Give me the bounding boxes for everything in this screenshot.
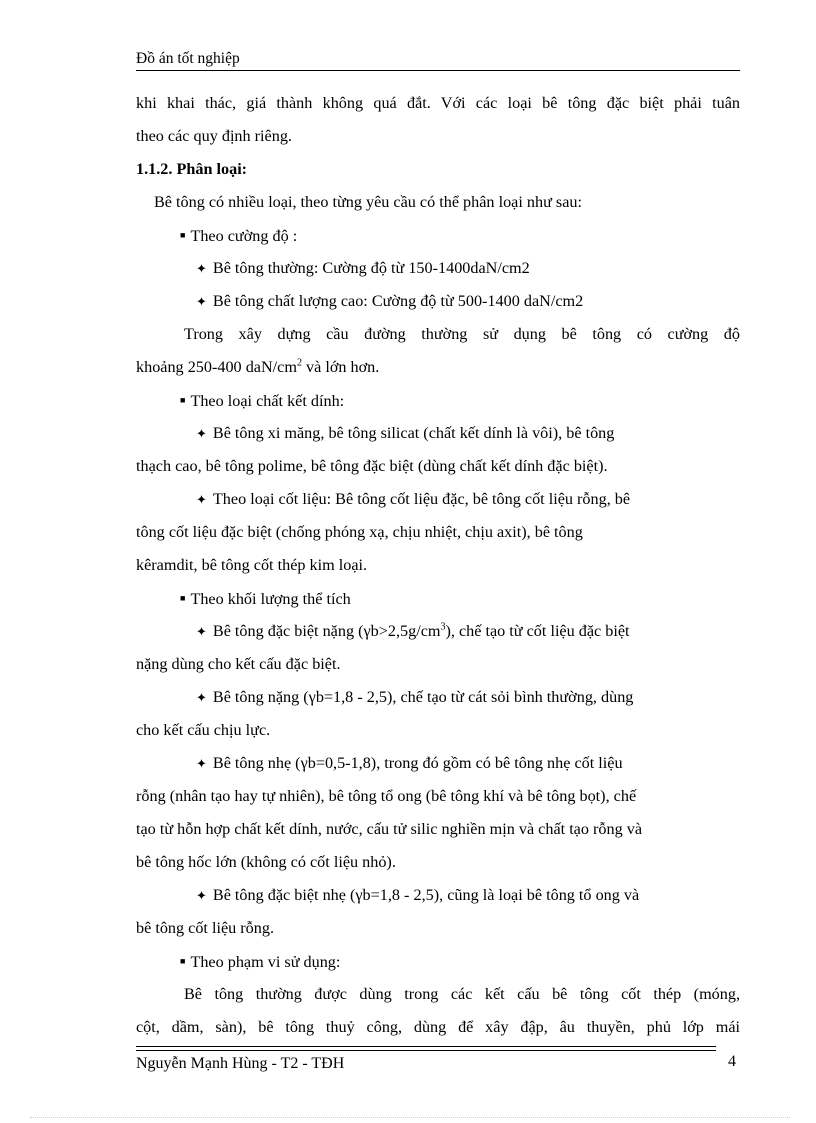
text-line: khi khai thác, giá thành không quá đắt. Với các loại bê tông đặc biệt phải tuân bbox=[136, 94, 740, 112]
text-line: bê tông hốc lớn (không có cốt liệu nhỏ). bbox=[136, 853, 396, 871]
square-bullet-icon: ■ bbox=[180, 395, 186, 405]
list-item-label: Theo loại chất kết dính: bbox=[190, 392, 345, 410]
footer-divider bbox=[136, 1050, 716, 1051]
text-line: cột, dầm, sàn), bê tông thuỷ công, dùng để xây đập, âu thuyền, phủ lớp mái bbox=[136, 1018, 740, 1036]
text-line: tông cốt liệu đặc biệt (chống phóng xạ, chịu nhiệt, chịu axit), bê tông bbox=[136, 523, 583, 541]
list-item-label: Bê tông chất lượng cao: Cường độ từ 500-1400 daN/cm2 bbox=[212, 292, 584, 310]
text-line: Trong xây dựng cầu đường thường sử dụng bê tông có cường độ bbox=[184, 325, 740, 343]
list-item-label: Theo khối lượng thể tích bbox=[190, 590, 351, 608]
footer-divider bbox=[136, 1046, 716, 1047]
text-line: kêramdit, bê tông cốt thép kim loại. bbox=[136, 556, 368, 574]
page-header: Đồ án tốt nghiệp bbox=[136, 50, 740, 71]
diamond-bullet-icon: ✦ bbox=[196, 625, 207, 640]
section-heading: 1.1.2. Phân loại: bbox=[136, 160, 248, 178]
text-line: theo các quy định riêng. bbox=[136, 127, 292, 145]
diamond-bullet-icon: ✦ bbox=[196, 757, 207, 772]
list-item bbox=[196, 885, 639, 907]
list-item bbox=[180, 390, 344, 411]
square-bullet-icon: ■ bbox=[180, 230, 186, 240]
text-line: Bê tông có nhiều loại, theo từng yêu cầu có thể phân loại như sau: bbox=[154, 193, 582, 211]
list-item: ✦ Bê tông đặc biệt nặng $(\gamma b>2,5g/cm^3)$, chế tạo từ cốt liệu đặc biệt bbox=[196, 621, 630, 640]
diamond-bullet-icon: ✦ bbox=[196, 889, 207, 904]
list-item-label: Bê tông nhẹ (γb=0,5-1,8), trong đó gồm có bê tông nhẹ cốt liệu bbox=[212, 754, 623, 772]
list-item bbox=[196, 291, 583, 313]
square-bullet-icon: ■ bbox=[180, 593, 186, 603]
list-item bbox=[196, 258, 530, 280]
diamond-bullet-icon: ✦ bbox=[196, 691, 207, 706]
square-bullet-icon: ■ bbox=[180, 956, 186, 966]
list-item bbox=[196, 687, 633, 709]
text-line: khoảng 250-400 daN/$cm^2$ và lớn hơn. bbox=[136, 357, 380, 376]
footer-author: Nguyễn Mạnh Hùng - T2 - TĐH bbox=[136, 1055, 345, 1072]
diamond-bullet-icon: ✦ bbox=[196, 295, 207, 310]
text-line: rỗng (nhân tạo hay tự nhiên), bê tông tổ ong (bê tông khí và bê tông bọt), chế bbox=[136, 787, 637, 805]
list-item-label: Bê tông xi măng, bê tông silicat (chất kết dính là vôi), bê tông bbox=[212, 424, 615, 442]
text-line: bê tông cốt liệu rỗng. bbox=[136, 919, 275, 937]
list-item-label: Theo loại cốt liệu: Bê tông cốt liệu đặc, bê tông cốt liệu rỗng, bê bbox=[212, 490, 631, 508]
list-item bbox=[180, 225, 297, 246]
text-line: thạch cao, bê tông polime, bê tông đặc biệt (dùng chất kết dính đặc biệt). bbox=[136, 457, 608, 475]
list-item bbox=[180, 588, 351, 609]
page-bottom-border bbox=[30, 1117, 790, 1118]
list-item bbox=[196, 423, 614, 445]
list-item-label: Bê tông thường: Cường độ từ 150-1400daN/cm2 bbox=[212, 259, 530, 277]
diamond-bullet-icon: ✦ bbox=[196, 262, 207, 277]
list-item-label: Bê tông đặc biệt nhẹ (γb=1,8 - 2,5), cũng là loại bê tông tổ ong và bbox=[212, 886, 640, 904]
list-item-label: Theo phạm vi sử dụng: bbox=[190, 953, 341, 971]
text-line: tạo từ hỗn hợp chất kết dính, nước, cấu tử silic nghiền mịn và chất tạo rỗng và bbox=[136, 820, 643, 838]
diamond-bullet-icon: ✦ bbox=[196, 427, 207, 442]
list-item bbox=[180, 951, 340, 972]
text-line: nặng dùng cho kết cấu đặc biệt. bbox=[136, 655, 341, 673]
page-number: 4 bbox=[728, 1053, 736, 1070]
list-item bbox=[196, 489, 630, 511]
list-item-label: Bê tông nặng (γb=1,8 - 2,5), chế tạo từ cát sỏi bình thường, dùng bbox=[212, 688, 634, 706]
list-item bbox=[196, 753, 623, 775]
list-item-label: Theo cường độ : bbox=[190, 227, 298, 245]
text-line: Bê tông thường được dùng trong các kết cấu bê tông cốt thép (móng, bbox=[184, 985, 740, 1003]
diamond-bullet-icon: ✦ bbox=[196, 493, 207, 508]
text-line: cho kết cấu chịu lực. bbox=[136, 721, 271, 739]
